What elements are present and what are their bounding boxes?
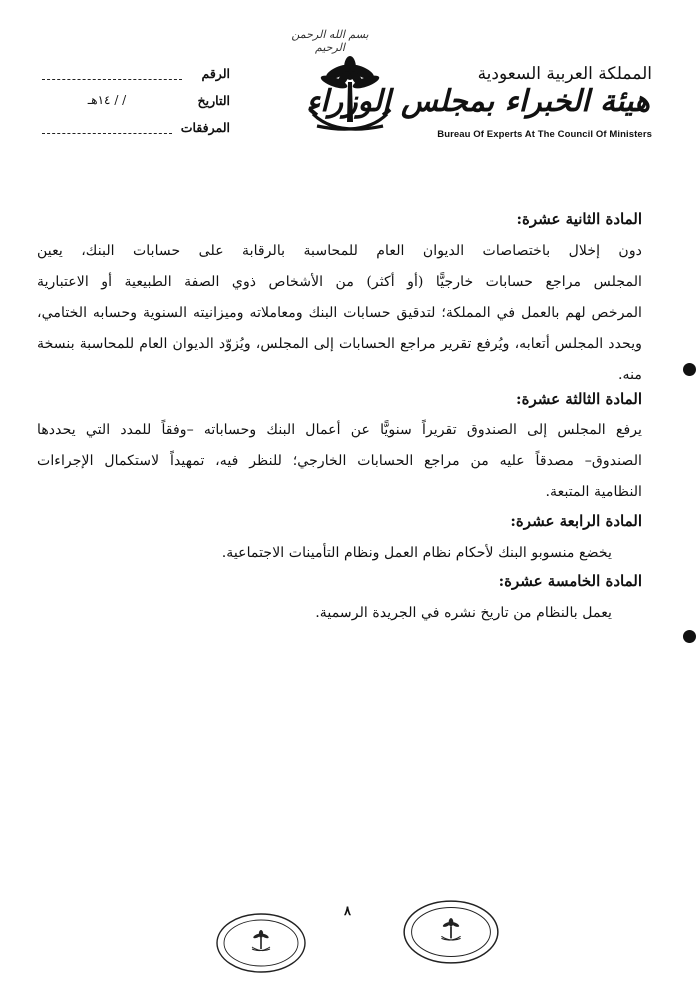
article-13-line-3: النظامية المتبعة. xyxy=(545,484,642,500)
article-12-heading: المادة الثانية عشرة: xyxy=(516,210,642,228)
article-12-line-5: منه. xyxy=(618,367,642,383)
bureau-name-english: Bureau Of Experts At The Council Of Ministers xyxy=(437,129,652,140)
article-14-text xyxy=(37,538,642,569)
number-label: الرقم xyxy=(201,66,230,81)
article-13-line-2: الصندوق– مصدقاً عليه من مراجع الحسابات الخارجي؛ للنظر فيه، تمهيداً لاستكمال الإجراءات xyxy=(37,453,642,469)
date-label: التاريخ xyxy=(197,93,230,108)
article-13-text xyxy=(37,415,642,508)
article-12-line-2: المجلس مراجع حسابات خارجيًّا (أو أكثر) من الأشخاص ذوي الصفة الطبيعية أو الاعتبارية xyxy=(37,274,642,290)
page-number: ٨ xyxy=(344,904,351,919)
date-value: / / ١٤هـ xyxy=(87,93,127,107)
article-15-text xyxy=(37,598,642,629)
article-13-line-1: يرفع المجلس إلى الصندوق تقريراً سنويًّا عن أعمال البنك وحساباته –وفقاً للمدد التي يحددها xyxy=(37,422,642,438)
punch-hole-icon xyxy=(683,363,696,376)
punch-hole-icon xyxy=(683,630,696,643)
bureau-name-arabic: هيئة الخبراء بمجلس الوزراء xyxy=(306,84,650,119)
article-13-heading: المادة الثالثة عشرة: xyxy=(516,390,642,408)
attachments-label: المرفقات xyxy=(180,120,230,135)
basmala: بسم الله الرحمن الرحيم xyxy=(291,28,369,54)
kingdom-name: المملكة العربية السعودية xyxy=(477,64,652,84)
number-line xyxy=(42,79,182,80)
article-12-line-4: ويحدد المجلس أتعابه، ويُرفع تقرير مراجع الحسابات إلى المجلس، ويُزوّد الديوان العام للمحاسبة بنسخة xyxy=(37,336,642,352)
attachments-line xyxy=(42,133,172,134)
article-15-heading: المادة الخامسة عشرة: xyxy=(498,572,642,590)
official-stamp-right xyxy=(402,898,500,966)
article-15-line-1: يعمل بالنظام من تاريخ نشره في الجريدة الرسمية. xyxy=(315,605,612,621)
official-stamp-left xyxy=(215,912,307,974)
article-12-line-1: دون إخلال باختصاصات الديوان العام للمحاسبة بالرقابة على حسابات البنك، يعين xyxy=(37,243,642,259)
article-12-line-3: المرخص لهم بالعمل في المملكة؛ لتدقيق حسابات البنك ومعاملاته وميزانيته السنوية وحسابه الختامي، xyxy=(37,305,642,321)
article-14-heading: المادة الرابعة عشرة: xyxy=(510,512,642,530)
article-14-line-1: يخضع منسوبو البنك لأحكام نظام العمل ونظام التأمينات الاجتماعية. xyxy=(221,545,612,561)
article-12-text xyxy=(37,236,642,391)
